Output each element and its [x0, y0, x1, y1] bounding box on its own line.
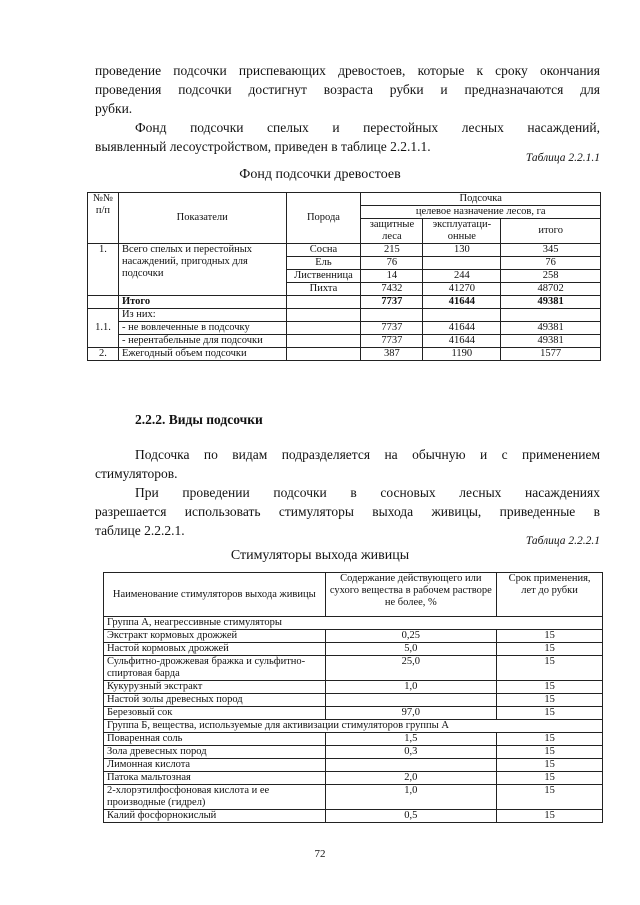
stimulator-term: 15: [497, 681, 603, 694]
empty-cell: [286, 348, 361, 361]
cell-total: 48702: [501, 283, 601, 296]
cell-species: Ель: [286, 257, 361, 270]
group-a-row: Группа А, неагрессивные стимуляторы: [104, 617, 603, 630]
row-label: Всего спелых и перестойных насаждений, пригодных для подсочки: [118, 244, 286, 296]
header-total: итого: [501, 219, 601, 244]
stimulator-content: [325, 694, 497, 707]
row-num: 1.: [88, 244, 119, 296]
empty-cell: [423, 309, 501, 322]
paragraph-line: стимуляторов.: [95, 466, 178, 481]
header-indicators: Показатели: [118, 193, 286, 244]
cell-exploitation: 1190: [423, 348, 501, 361]
empty-cell: [88, 296, 119, 309]
cell-protective: 215: [361, 244, 423, 257]
paragraph-line: При проведении подсочки в сосновых лесных насаждениях: [135, 485, 600, 500]
stimulator-content: 0,3: [325, 746, 497, 759]
stimulator-term: 15: [497, 656, 603, 681]
stimulator-term: 15: [497, 785, 603, 810]
resin-stimulators-table: [103, 572, 603, 823]
cell-total: 76: [501, 257, 601, 270]
cell-exploitation: 41644: [423, 322, 501, 335]
stimulator-term: 15: [497, 733, 603, 746]
cell-species: Пихта: [286, 283, 361, 296]
empty-cell: [286, 309, 361, 322]
cell-protective: 7432: [361, 283, 423, 296]
stimulator-content: 1,5: [325, 733, 497, 746]
stimulator-content: 2,0: [325, 772, 497, 785]
cell-exploitation: [423, 257, 501, 270]
row-label-total: Итого: [118, 296, 286, 309]
header-num: №№ п/п: [88, 193, 119, 244]
stimulator-name: Сульфитно-дрожжевая бражка и сульфитно-спиртовая барда: [104, 656, 326, 681]
paragraph-line: разрешается использовать стимуляторы выхода живицы, приведенные в: [95, 504, 600, 519]
row-num: 1.1.: [88, 309, 119, 348]
cell-exploitation: 41644: [423, 335, 501, 348]
cell-protective: 387: [361, 348, 423, 361]
stimulator-content: 97,0: [325, 707, 497, 720]
stimulator-content: 0,5: [325, 810, 497, 823]
stimulator-content: 5,0: [325, 643, 497, 656]
section-heading: 2.2.2. Виды подсочки: [135, 412, 263, 427]
cell-total: 345: [501, 244, 601, 257]
page-number: 72: [314, 848, 326, 860]
empty-cell: [286, 296, 361, 309]
cell-exploitation: 41644: [423, 296, 501, 309]
header-podsochka: Подсочка: [361, 193, 601, 206]
cell-exploitation: 41270: [423, 283, 501, 296]
header-purpose: целевое назначение лесов, га: [361, 206, 601, 219]
paragraph-line: Подсочка по видам подразделяется на обычную и с применением: [135, 447, 600, 462]
table-caption: Таблица 2.2.2.1: [525, 535, 600, 547]
stimulator-name: Калий фосфорнокислый: [104, 810, 326, 823]
stimulator-term: 15: [497, 772, 603, 785]
cell-total: 49381: [501, 296, 601, 309]
stimulator-term: 15: [497, 746, 603, 759]
cell-exploitation: 130: [423, 244, 501, 257]
row-label: - нерентабельные для подсочки: [118, 335, 286, 348]
stimulator-name: Зола древесных пород: [104, 746, 326, 759]
stimulator-content: [325, 759, 497, 772]
paragraph-line: таблице 2.2.2.1.: [95, 523, 185, 538]
stimulator-name: Поваренная соль: [104, 733, 326, 746]
stimulator-name: Кукурузный экстракт: [104, 681, 326, 694]
table-title: Фонд подсочки древостоев: [239, 167, 401, 182]
cell-species: Лиственница: [286, 270, 361, 283]
stimulator-term: 15: [497, 643, 603, 656]
header-term: Срок применения, лет до рубки: [497, 573, 603, 617]
stimulator-content: 1,0: [325, 681, 497, 694]
paragraph-line: проведения подсочки достигнут возраста рубки и предназначаются для: [95, 82, 600, 97]
empty-cell: [286, 322, 361, 335]
cell-exploitation: 244: [423, 270, 501, 283]
cell-total: 49381: [501, 322, 601, 335]
header-name: Наименование стимуляторов выхода живицы: [104, 573, 326, 617]
paragraph-line: проведение подсочки приспевающих древостоев, которые к сроку окончания: [95, 63, 600, 78]
stimulator-content: 25,0: [325, 656, 497, 681]
stimulator-term: 15: [497, 694, 603, 707]
paragraph-line: рубки.: [95, 101, 133, 116]
forest-tapping-table: [87, 192, 601, 361]
stimulator-name: 2-хлорэтилфосфоновая кислота и ее производные (гидрел): [104, 785, 326, 810]
cell-protective: 7737: [361, 335, 423, 348]
cell-species: Сосна: [286, 244, 361, 257]
header-species: Порода: [286, 193, 361, 244]
stimulator-content: 0,25: [325, 630, 497, 643]
stimulator-name: Настой золы древесных пород: [104, 694, 326, 707]
cell-protective: 14: [361, 270, 423, 283]
header-exploitation: эксплуатаци-онные: [423, 219, 501, 244]
stimulator-term: 15: [497, 630, 603, 643]
stimulator-name: Патока мальтозная: [104, 772, 326, 785]
cell-total: 1577: [501, 348, 601, 361]
cell-protective: 76: [361, 257, 423, 270]
stimulator-name: Настой кормовых дрожжей: [104, 643, 326, 656]
stimulator-term: 15: [497, 707, 603, 720]
empty-cell: [501, 309, 601, 322]
stimulator-name: Экстракт кормовых дрожжей: [104, 630, 326, 643]
table-caption: Таблица 2.2.1.1: [525, 152, 600, 164]
stimulator-name: Лимонная кислота: [104, 759, 326, 772]
row-label: Ежегодный объем подсочки: [118, 348, 286, 361]
stimulator-content: 1,0: [325, 785, 497, 810]
row-num: 2.: [88, 348, 119, 361]
stimulator-term: 15: [497, 810, 603, 823]
cell-total: 258: [501, 270, 601, 283]
cell-total: 49381: [501, 335, 601, 348]
paragraph-line: выявленный лесоустройством, приведен в таблице 2.2.1.1.: [95, 139, 431, 154]
header-protective: защитные леса: [361, 219, 423, 244]
table-title: Стимуляторы выхода живицы: [230, 548, 410, 563]
empty-cell: [361, 309, 423, 322]
row-label: - не вовлеченные в подсочку: [118, 322, 286, 335]
stimulator-term: 15: [497, 759, 603, 772]
row-label: Из них:: [118, 309, 286, 322]
header-content: Содержание действующего или сухого вещества в рабочем растворе не более, %: [325, 573, 497, 617]
paragraph-line: Фонд подсочки спелых и перестойных лесных насаждений,: [135, 120, 600, 135]
stimulator-name: Березовый сок: [104, 707, 326, 720]
empty-cell: [286, 335, 361, 348]
cell-protective: 7737: [361, 322, 423, 335]
group-b-row: Группа Б, вещества, используемые для активизации стимуляторов группы А: [104, 720, 603, 733]
cell-protective: 7737: [361, 296, 423, 309]
